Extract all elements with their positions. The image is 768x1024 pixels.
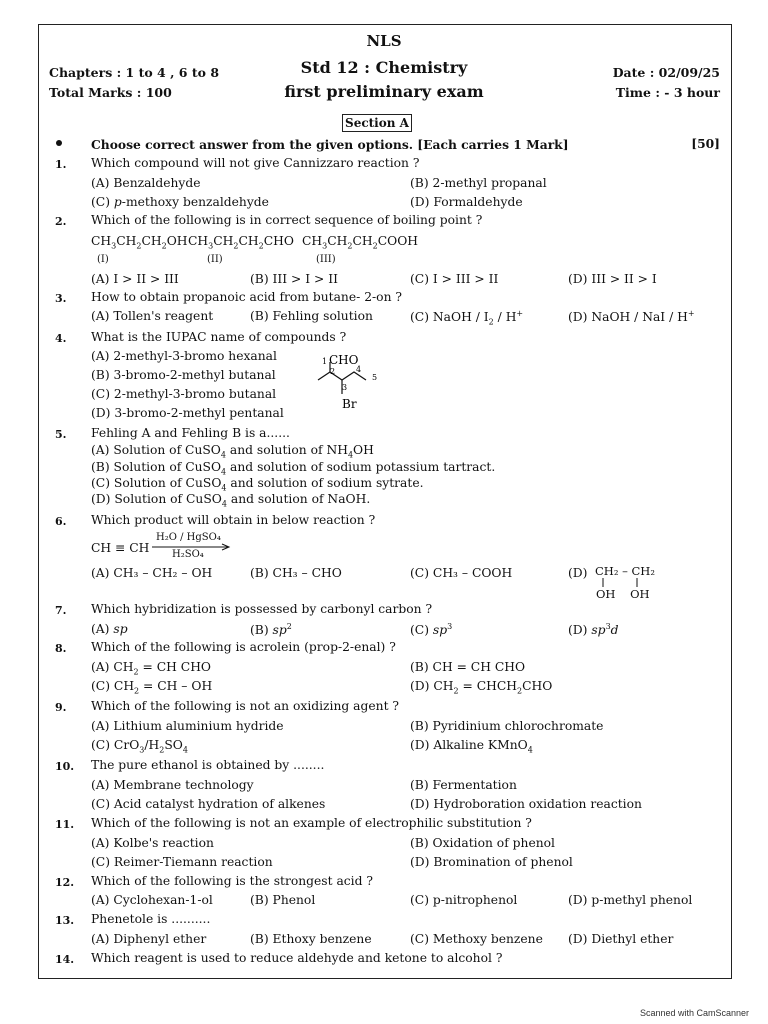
question-text: Which product will obtain in below reaction ? <box>91 513 376 527</box>
question-number: 4. <box>55 332 67 345</box>
reagent-below: H₂SO₄ <box>172 549 204 560</box>
option-c: (C) $CH_2$ = CH – OH <box>91 679 213 696</box>
option-c <box>91 195 269 209</box>
question-text: Which reagent is used to reduce aldehyde and ketone to alcohol ? <box>91 951 503 965</box>
option-d: (D) Bromination of phenol <box>410 855 573 869</box>
option-c: (C) $sp^3$ <box>410 622 453 638</box>
chapters-info: Chapters : 1 to 4 , 6 to 8 <box>49 65 220 80</box>
option-d: (D) III > II > I <box>568 272 657 286</box>
question-text: What is the IUPAC name of compounds ? <box>91 330 347 344</box>
question-text: Which hybridization is possessed by carbonyl carbon ? <box>91 602 433 616</box>
option-b: (B) 3-bromo-2-methyl butanal <box>91 368 276 382</box>
question-number: 10. <box>55 760 75 773</box>
exam-time: Time : - 3 hour <box>615 85 720 100</box>
option-a: (A) Diphenyl ether <box>91 932 207 946</box>
bullet-icon <box>56 140 62 146</box>
option-b: (B) III > I > II <box>250 272 338 286</box>
question-number: 7. <box>55 604 67 617</box>
option-d: (D) $CH_2$ = $CHCH_2CHO$ <box>410 679 553 696</box>
formula-3: $CH_3CH_2CH_2COOH$ <box>302 234 418 251</box>
option-c: (C) Methoxy benzene <box>410 932 543 946</box>
question-text: Which of the following is the strongest acid ? <box>91 874 373 888</box>
question-number: 9. <box>55 701 67 714</box>
option-d: (D) Hydroboration oxidation reaction <box>410 797 642 811</box>
reagent-above: H₂O / HgSO₄ <box>156 532 221 543</box>
total-marks: Total Marks : 100 <box>49 85 172 100</box>
option-a: (A) Solution of CuSO$_4$ and solution of $NH_4OH$ <box>91 443 374 460</box>
option-d: (D) p-methyl phenol <box>568 893 693 907</box>
option-c-prefix: (C) <box>91 195 114 209</box>
question-text: Which of the following is in correct sequence of boiling point ? <box>91 213 483 227</box>
option-a: (A) 2-methyl-3-bromo hexanal <box>91 349 277 363</box>
option-c: (C) I > III > II <box>410 272 499 286</box>
exam-date: Date : 02/09/25 <box>612 65 720 80</box>
question-text: Which of the following is not an example of electrophilic substitution ? <box>91 816 532 830</box>
option-b: (B) 2-methyl propanal <box>410 176 547 190</box>
question-number: 12. <box>55 876 75 889</box>
carbon-number: 4 <box>356 365 362 374</box>
question-text: Fehling A and Fehling B is a...... <box>91 426 290 440</box>
option-b: (B) $sp^2$ <box>250 622 292 638</box>
exam-title: first preliminary exam <box>284 82 484 101</box>
option-d: (D) Alkaline KMnO$_4$ <box>410 738 533 755</box>
question-text: Which of the following is acrolein (prop-2-enal) ? <box>91 640 396 654</box>
option-c: (C) Reimer-Tiemann reaction <box>91 855 273 869</box>
option-c: (C) Solution of CuSO$_4$ and solution of sodium sytrate. <box>91 476 424 493</box>
section-marks: [50] <box>691 136 720 151</box>
option-a: (A) Tollen's reagent <box>91 309 214 323</box>
question-number: 13. <box>55 914 75 927</box>
option-b: (B) Oxidation of phenol <box>410 836 555 850</box>
option-b: (B) CH = CH CHO <box>410 660 526 674</box>
option-a: (A) Membrane technology <box>91 778 254 792</box>
formula-2: $CH_3CH_2CH_2CHO$ <box>188 234 294 251</box>
option-d: (D) NaOH / NaI / H+ <box>568 309 695 325</box>
option-a: (A) CH₃ – CH₂ – OH <box>91 566 213 580</box>
option-b: (B) CH₃ – CHO <box>250 566 342 580</box>
br-label: Br <box>342 397 357 411</box>
question-number: 14. <box>55 953 75 966</box>
option-c: (C) $CrO_3/H_2SO_4$ <box>91 738 188 755</box>
carbon-number: 1 <box>322 357 328 366</box>
option-c: (C) 2-methyl-3-bromo butanal <box>91 387 277 401</box>
question-number: 8. <box>55 642 67 655</box>
option-c-rest: -methoxy benzaldehyde <box>121 195 269 209</box>
option-b: (B) Phenol <box>250 893 316 907</box>
scanner-footer: Scanned with CamScanner <box>640 1008 750 1018</box>
option-d: (D) $sp^3d$ <box>568 622 619 638</box>
question-text: Phenetole is .......... <box>91 912 211 926</box>
question-number: 2. <box>55 215 67 228</box>
instruction: Choose correct answer from the given options. [Each carries 1 Mark] <box>91 137 569 152</box>
option-a: (A) Kolbe's reaction <box>91 836 214 850</box>
option-b: (B) Ethoxy benzene <box>250 932 372 946</box>
reactant: CH ≡ CH <box>91 541 150 555</box>
question-number: 3. <box>55 292 67 305</box>
skeletal-structure <box>312 352 382 412</box>
option-c: (C) CH₃ – COOH <box>410 566 513 580</box>
option-b: (B) Fehling solution <box>250 309 373 323</box>
question-number: 1. <box>55 158 67 171</box>
formula-1: $CH_3CH_2CH_2OH$ <box>91 234 188 251</box>
carbon-number: 3 <box>342 383 348 392</box>
question-number: 6. <box>55 515 67 528</box>
formula-label: (I) <box>97 254 109 265</box>
option-d: (D) Solution of CuSO$_4$ and solution of NaOH. <box>91 492 371 509</box>
option-b: (B) Solution of CuSO$_4$ and solution of sodium potassium tartract. <box>91 460 496 477</box>
option-d: (D) 3-bromo-2-methyl pentanal <box>91 406 284 420</box>
option-c: (C) p-nitrophenol <box>410 893 518 907</box>
cho-label: CHO <box>329 353 359 367</box>
option-a: (A) $CH_2$ = CH CHO <box>91 660 212 677</box>
question-text: How to obtain propanoic acid from butane- 2-on ? <box>91 290 402 304</box>
question-number: 5. <box>55 428 67 441</box>
section-heading: Section A <box>342 114 412 132</box>
carbon-number: 2 <box>330 367 336 376</box>
carbon-number: 5 <box>372 373 378 382</box>
option-b: (B) Pyridinium chlorochromate <box>410 719 604 733</box>
question-text: The pure ethanol is obtained by ........ <box>91 758 325 772</box>
formula-label: (II) <box>207 254 223 265</box>
option-d: (D) Formaldehyde <box>410 195 523 209</box>
option-d: (D) <box>568 566 588 580</box>
option-a: (A) Benzaldehyde <box>91 176 201 190</box>
option-c: (C) Acid catalyst hydration of alkenes <box>91 797 326 811</box>
question-text: Which compound will not give Cannizzaro reaction ? <box>91 156 420 170</box>
option-a: (A) sp <box>91 622 128 636</box>
option-d-top: CH₂ – CH₂ <box>595 564 655 578</box>
option-a: (A) Cyclohexan-1-ol <box>91 893 213 907</box>
formula-label: (III) <box>316 254 336 265</box>
option-a: (A) I > II > III <box>91 272 179 286</box>
option-d-bottom: OH OH <box>596 587 650 601</box>
option-d: (D) Diethyl ether <box>568 932 674 946</box>
option-c: (C) NaOH / $I_2 / H^+$ <box>410 309 524 327</box>
option-b: (B) Fermentation <box>410 778 517 792</box>
question-text: Which of the following is not an oxidizing agent ? <box>91 699 400 713</box>
standard-subject: Std 12 : Chemistry <box>300 58 468 77</box>
question-number: 11. <box>55 818 75 831</box>
option-c-italic: p <box>113 195 122 209</box>
option-a: (A) Lithium aluminium hydride <box>91 719 284 733</box>
school-name: NLS <box>366 32 402 50</box>
